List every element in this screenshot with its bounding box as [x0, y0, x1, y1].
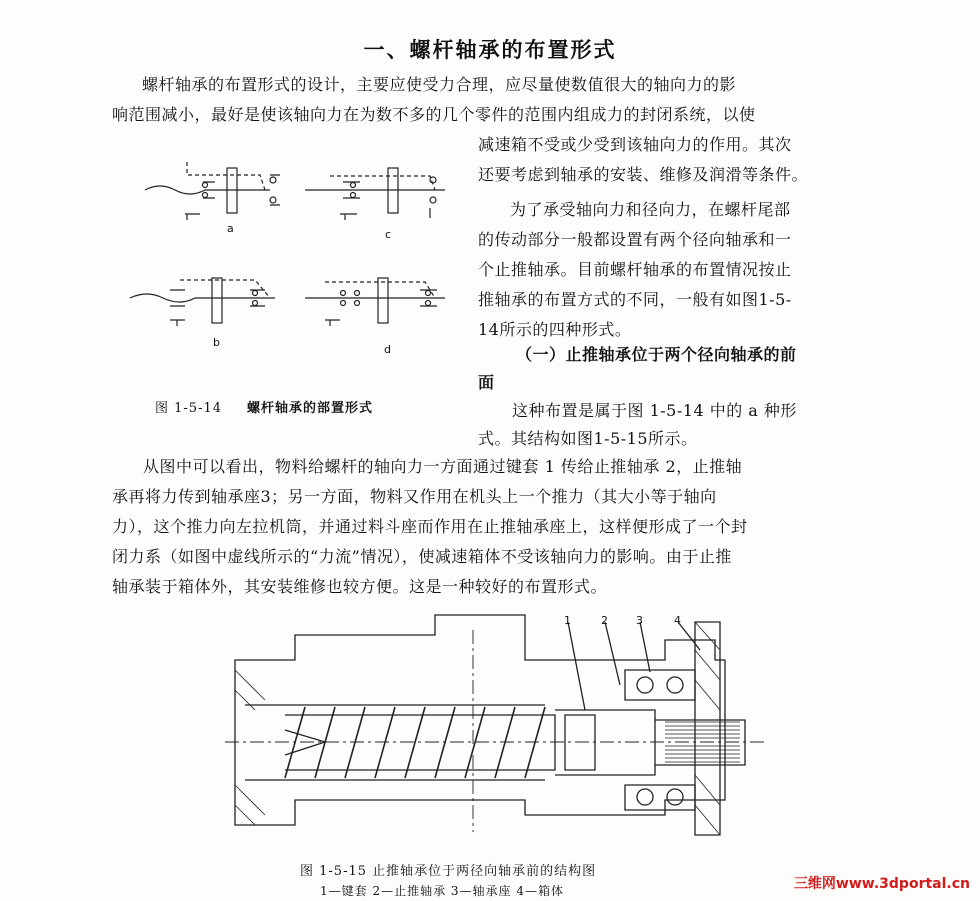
callout-3: 3: [636, 614, 643, 627]
para4-line-5: 轴承装于箱体外，其安装维修也较方便。这是一种较好的布置形式。: [112, 577, 608, 596]
figure-14-caption-text: 螺杆轴承的部置形式: [247, 401, 374, 416]
diagram-d: [305, 278, 445, 326]
page-title: 一、螺杆轴承的布置形式: [363, 37, 617, 62]
para2-line-2: 的传动部分一般都设置有两个径向轴承和一: [478, 230, 792, 249]
diagram-label-a: a: [227, 222, 234, 235]
diagram-b: [130, 278, 275, 326]
callout-2: 2: [601, 614, 608, 627]
para4-line-2: 承再将力传到轴承座3；另一方面，物料又作用在机头上一个推力（其大小等于轴向: [112, 487, 717, 506]
diagram-label-b: b: [213, 336, 220, 349]
intro-line-3: 减速箱不受或少受到该轴向力的作用。其次: [478, 135, 792, 154]
intro-line-4: 还要考虑到轴承的安装、维修及润滑等条件。: [478, 165, 809, 184]
para4-line-3: 力），这个推力向左拉机筒，并通过料斗座而作用在止推轴承座上，这样便形成了一个封: [112, 517, 748, 536]
callout-4: 4: [674, 614, 681, 627]
diagram-label-d: d: [384, 343, 391, 356]
figure-15-legend: 1—键套 2—止推轴承 3—轴承座 4—箱体: [320, 884, 564, 898]
diagram-c: [305, 168, 445, 220]
intro-line-1: 螺杆轴承的布置形式的设计，主要应使受力合理，应尽量使数值很大的轴向力的影: [142, 75, 737, 94]
intro-line-2: 响范围减小，最好是使该轴向力在为数不多的几个零件的范围内组成力的封闭系统，以使: [112, 105, 756, 124]
para3-line-1: 这种布置是属于图 1-5-14 中的 a 种形: [512, 401, 797, 420]
subheading-line-2: 面: [478, 373, 495, 392]
para2-line-5: 14所示的四种形式。: [478, 320, 632, 339]
diagram-a: [145, 162, 280, 220]
figure-15-caption: 图 1-5-15 止推轴承位于两径向轴承前的结构图: [300, 864, 597, 879]
para2-line-4: 推轴承的布置方式的不同，一般有如图1-5-: [478, 290, 792, 309]
figure-1-5-14: [125, 140, 470, 380]
diagram-label-c: c: [385, 228, 392, 241]
callout-1: 1: [564, 614, 571, 627]
subheading-line-1: （一）止推轴承位于两个径向轴承的前: [516, 345, 797, 364]
para2-line-3: 个止推轴承。目前螺杆轴承的布置情况按止: [478, 260, 792, 279]
para2-line-1: 为了承受轴向力和径向力，在螺杆尾部: [510, 200, 791, 219]
para3-line-2: 式。其结构如图1-5-15所示。: [478, 429, 698, 448]
figure-14-caption-number: 图 1-5-14: [155, 401, 223, 416]
para4-line-4: 闭力系（如图中虚线所示的“力流”情况），使减速箱体不受该轴向力的影响。由于止推: [112, 547, 732, 566]
figure-1-5-15: [225, 610, 975, 850]
watermark: 三维网www.3dportal.cn: [793, 876, 970, 892]
para4-line-1: 从图中可以看出，物料给螺杆的轴向力一方面通过键套 1 传给止推轴承 2，止推轴: [143, 457, 743, 476]
